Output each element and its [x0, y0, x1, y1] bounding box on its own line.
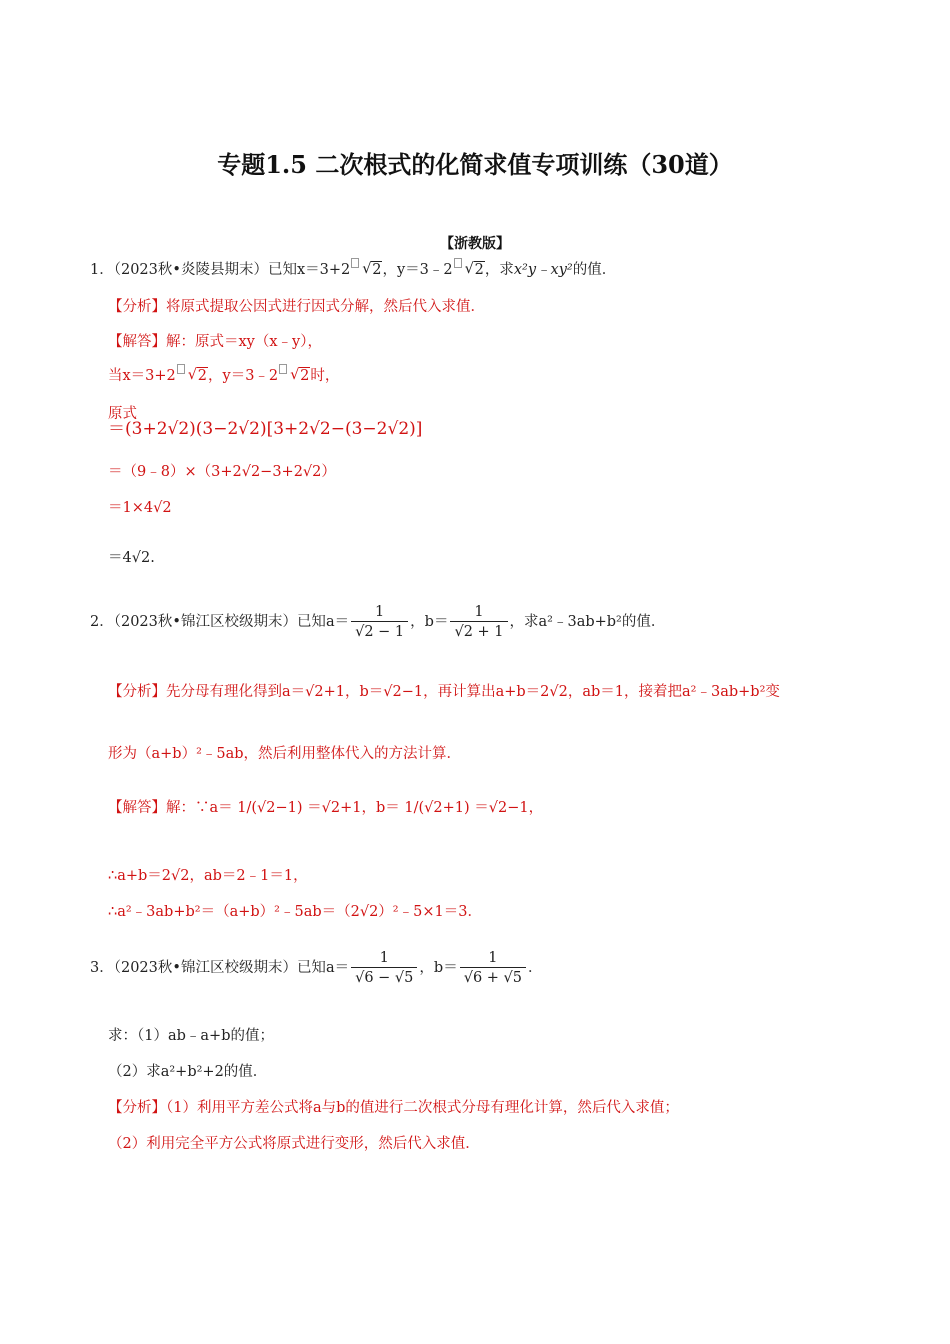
q1-x-value: x＝3+2: [296, 262, 351, 278]
answer-tag: 【解答】: [108, 800, 166, 816]
q1-analysis: [108, 295, 485, 316]
placeholder-icon: [351, 258, 359, 268]
q3-analysis-line-2: （2）利用完全平方公式将原式进行变形，然后代入求值．: [108, 1136, 480, 1152]
fraction-denominator: √2 + 1: [450, 621, 507, 640]
q3-analysis: [108, 1096, 679, 1117]
analysis-tag: 【分析】: [108, 684, 166, 700]
q2-analysis-line-2: 形为（a+b）²﹣5ab，然后利用整体代入的方法计算．: [108, 746, 462, 762]
question-2: [90, 604, 665, 640]
q2-a-label: a＝: [325, 614, 350, 630]
placeholder-icon: [279, 364, 287, 374]
q2-number: 2．: [90, 614, 114, 630]
q1-source: （2023秋•炎陵县期末）已知: [113, 262, 297, 278]
sqrt-icon: √ 2: [290, 368, 310, 384]
edition-label: 【浙教版】: [440, 236, 510, 252]
q1-expression: x²y﹣xy²: [513, 262, 573, 278]
q1-analysis-text: 将原式提取公因式进行因式分解，然后代入求值．: [166, 299, 485, 315]
question-1: [90, 258, 616, 279]
q1-end: 的值．: [572, 262, 617, 278]
q1-answer: [108, 330, 322, 351]
q1-step-3: ＝1×4√2: [108, 500, 172, 516]
q2-b-label: ，b＝: [410, 614, 449, 630]
q2-b-fraction: [450, 604, 507, 640]
fraction-numerator: 1: [488, 950, 498, 966]
q1-when-x: 当x＝3+2: [108, 368, 176, 384]
fraction-denominator: √6 − √5: [351, 967, 417, 986]
q2-analysis: [108, 680, 780, 701]
fraction-denominator: √6 + √5: [460, 967, 526, 986]
q3-end: ．: [528, 960, 543, 976]
q2-answer-line-2: ∴a+b＝2√2，ab＝2﹣1＝1，: [108, 868, 308, 884]
fraction-numerator: 1: [474, 604, 484, 620]
fraction-numerator: 1: [375, 604, 385, 620]
q1-step-4: ＝4√2.: [108, 550, 155, 566]
analysis-tag: 【分析】: [108, 1100, 166, 1116]
q1-number: 1．: [90, 262, 114, 278]
sqrt-icon: √ 2: [465, 262, 485, 278]
q3-analysis-line-1: （1）利用平方差公式将a与b的值进行二次根式分母有理化计算，然后代入求值；: [166, 1100, 679, 1116]
analysis-tag: 【分析】: [108, 299, 166, 315]
q3-a-fraction: [351, 950, 417, 986]
q1-step-1: ＝(3+2√2)(3−2√2)[3+2√2−(3−2√2)]: [108, 419, 423, 439]
fraction-denominator: √2 − 1: [351, 621, 408, 640]
placeholder-icon: [177, 364, 185, 374]
question-3: [90, 950, 543, 986]
q2-a-fraction: [351, 604, 408, 640]
q1-when-end: 时，: [310, 368, 340, 384]
q3-a-label: a＝: [325, 960, 350, 976]
q1-answer-intro: 解：原式＝xy（x﹣y），: [166, 334, 322, 350]
q1-when: [108, 364, 339, 385]
q3-ask-1: 求：（1）ab﹣a+b的值；: [108, 1028, 274, 1044]
q1-when-y: ，y＝3﹣2: [208, 368, 279, 384]
q2-answer: [108, 796, 543, 817]
q3-number: 3．: [90, 960, 114, 976]
page-title: 专题1.5 二次根式的化简求值专项训练（30道）: [217, 150, 733, 179]
answer-tag: 【解答】: [108, 334, 166, 350]
q2-answer-line-3: ∴a²﹣3ab+b²＝（a+b）²﹣5ab＝（2√2）²﹣5×1＝3．: [108, 904, 482, 920]
sqrt-icon: √ 2: [362, 262, 382, 278]
q3-ask-2: （2）求a²+b²+2的值．: [108, 1064, 268, 1080]
q2-answer-line-1: 解：∵a＝ 1/(√2−1) ＝√2+1，b＝ 1/(√2+1) ＝√2−1，: [166, 800, 544, 816]
fraction-numerator: 1: [379, 950, 389, 966]
q3-b-fraction: [460, 950, 526, 986]
q2-analysis-line-1: 先分母有理化得到a＝√2+1，b＝√2−1，再计算出a+b＝2√2，ab＝1，接着把a²﹣3ab+b²变: [166, 684, 780, 700]
sqrt-icon: √ 2: [188, 368, 208, 384]
q3-source: （2023秋•锦江区校级期末）已知: [113, 960, 326, 976]
q3-b-label: ，b＝: [419, 960, 458, 976]
q1-ask: ，求: [484, 262, 514, 278]
q1-y-value: ，y＝3﹣2: [382, 262, 453, 278]
q2-ask: ，求a²﹣3ab+b²的值．: [509, 614, 666, 630]
q1-yuan: 原式: [108, 406, 137, 422]
q1-step-2: ＝（9﹣8）×（3+2√2−3+2√2）: [108, 464, 336, 480]
q2-source: （2023秋•锦江区校级期末）已知: [113, 614, 326, 630]
placeholder-icon: [454, 258, 462, 268]
